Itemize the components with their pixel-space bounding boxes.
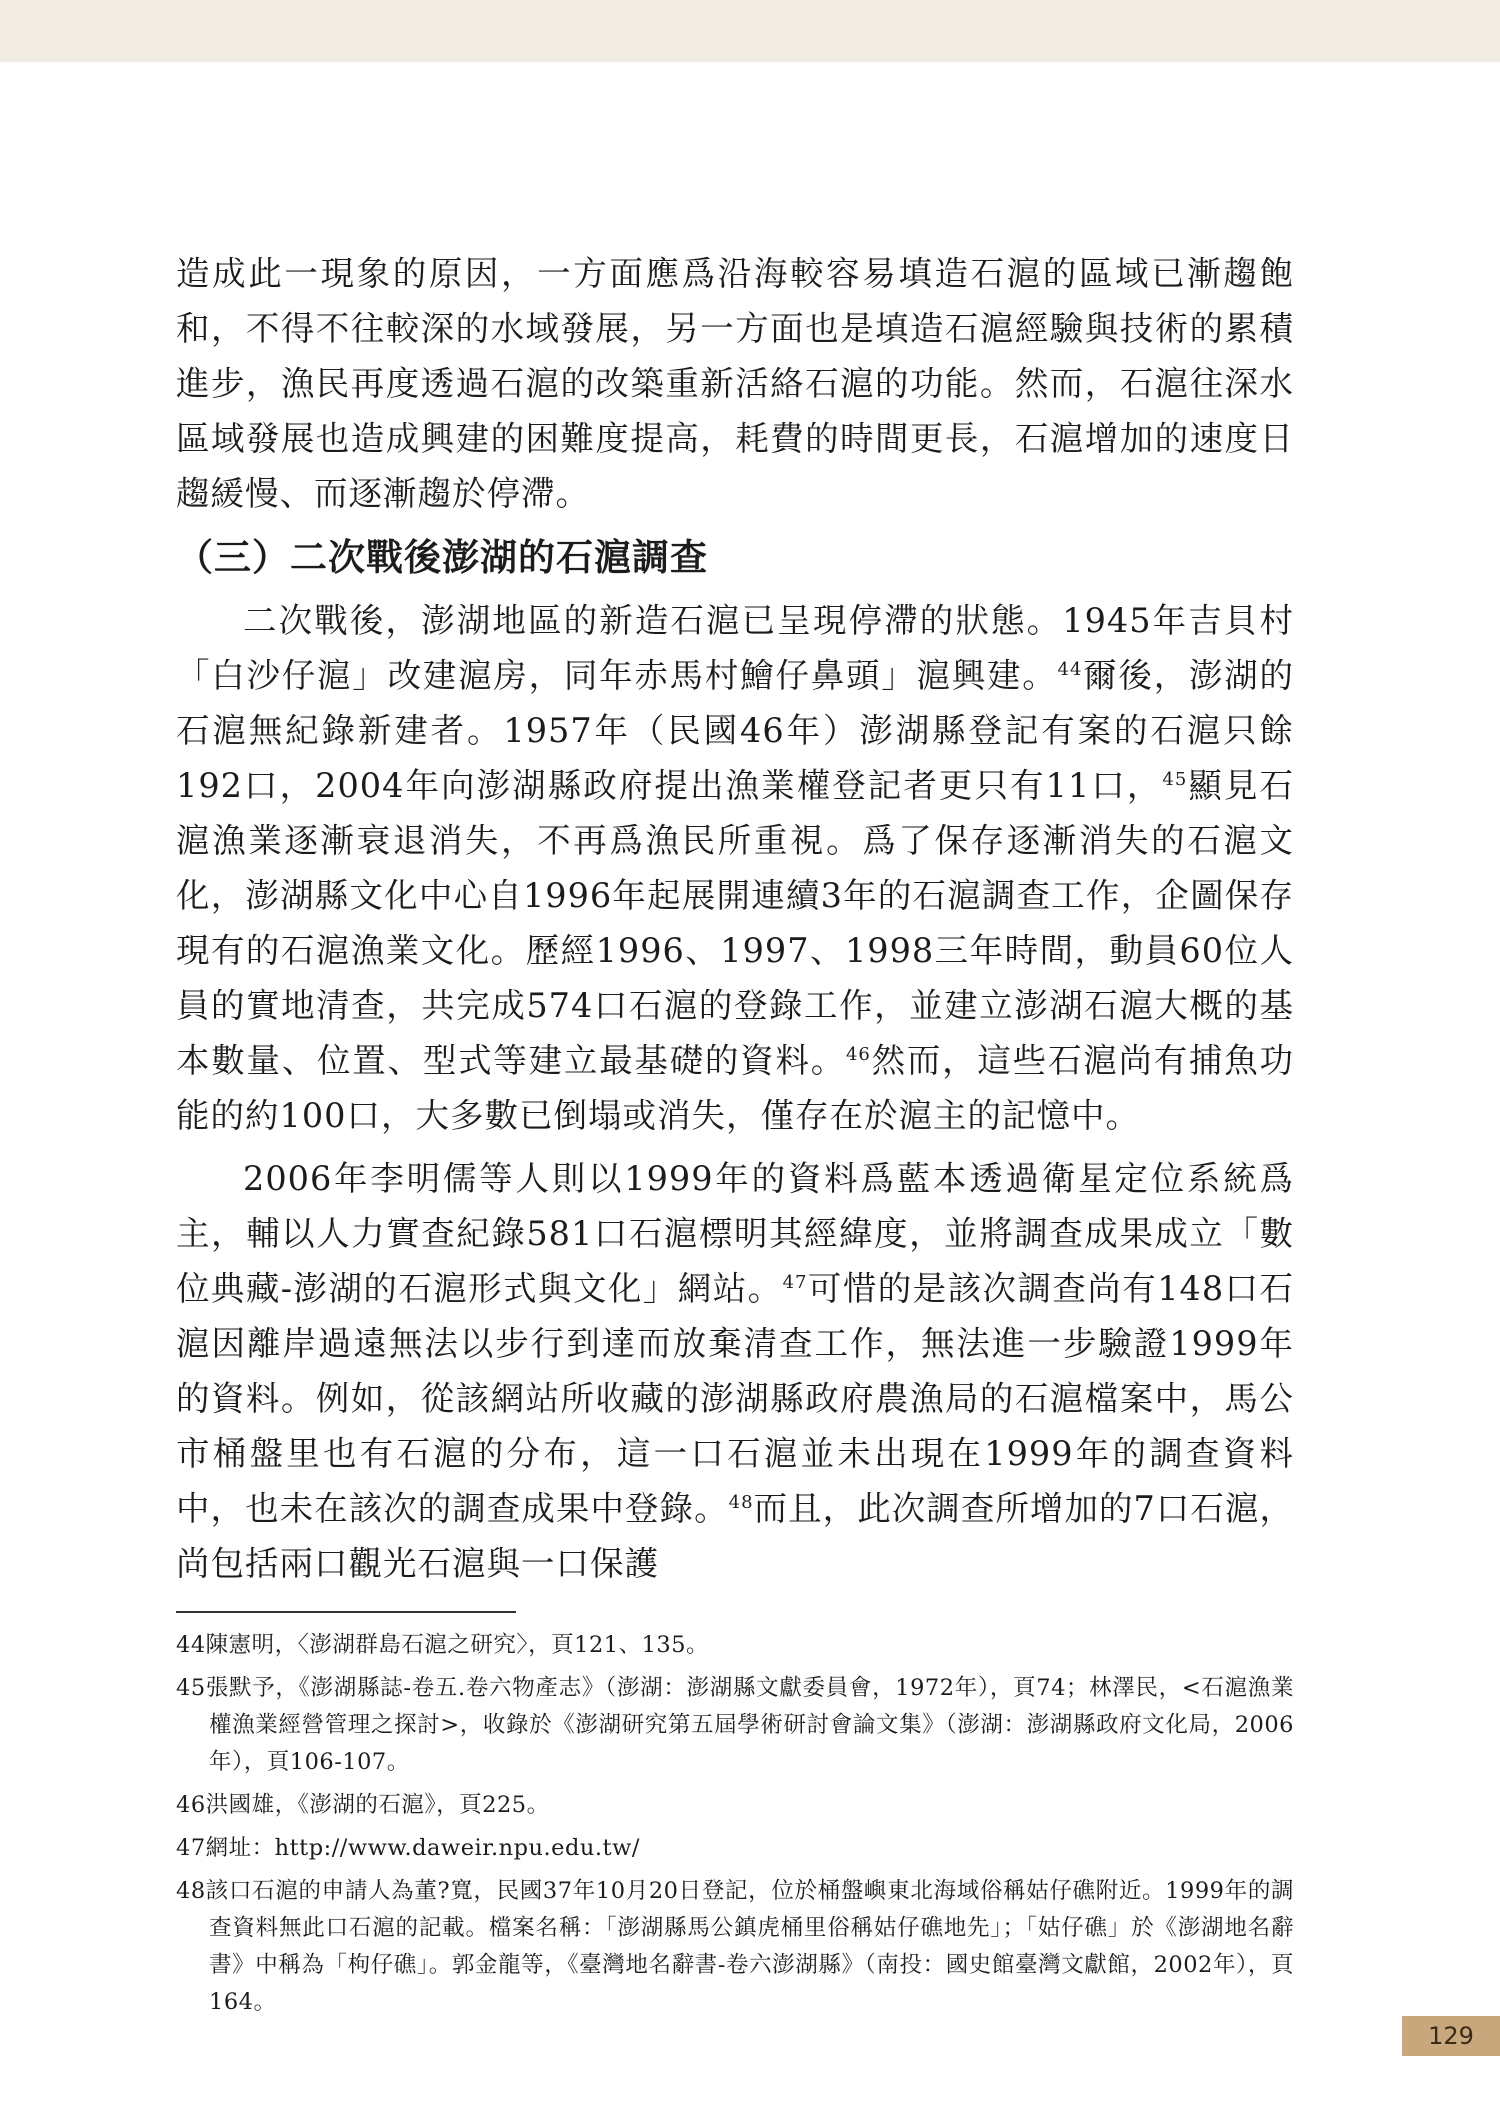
footnote-number: 44 [176,1632,206,1658]
paragraph-text: 而且，此次調查所增加的7口石滬，尚包括兩口觀光石滬與一口保護 [176,1489,1294,1583]
footnote-number: 48 [176,1878,206,1904]
body-paragraph-3 [176,1151,1294,1591]
paragraph-text: 二次戰後，澎湖地區的新造石滬已呈現停滯的狀態。1945年吉貝村「白沙仔滬」改建滬房，同年赤馬村鱠仔鼻頭」滬興建。 [176,601,1294,695]
footnote-number: 46 [176,1792,206,1818]
footnote-ref-44[interactable]: 44 [1057,658,1083,680]
page-top-band [0,0,1500,62]
footnote-number: 47 [176,1835,206,1861]
footnote-ref-45[interactable]: 45 [1162,768,1188,790]
footnote-text: 洪國雄，《澎湖的石滬》，頁225。 [205,1792,550,1818]
footnote-text[interactable]: 網址：http://www.daweir.npu.edu.tw/ [205,1835,640,1861]
footnote-47 [176,1830,1294,1867]
footnotes [176,1627,1294,2021]
footnote-45 [176,1670,1294,1781]
paragraph-text: 可惜的是該次調查尚有148口石滬因離岸過遠無法以步行到達而放棄清查工作，無法進一步驗證1999年的資料。例如，從該網站所收藏的澎湖縣政府農漁局的石滬檔案中，馬公市桶盤里也有石滬的分布，這一口石滬並未出現在1999年的調查資料中，也未在該次的調查成果中登錄。 [176,1269,1294,1528]
paragraph-text: 爾後，澎湖的石滬無紀錄新建者。1957年（民國46年）澎湖縣登記有案的石滬只餘192口，2004年向澎湖縣政府提出漁業權登記者更只有11口， [176,656,1295,805]
footnote-ref-48[interactable]: 48 [728,1491,754,1513]
footnote-divider [176,1611,516,1613]
paragraph-text: 然而，這些石滬尚有捕魚功能的約100口，大多數已倒塌或消失，僅存在於滬主的記憶中。 [176,1041,1295,1135]
footnote-text: 張默予，《澎湖縣誌-卷五.卷六物產志》（澎湖：澎湖縣文獻委員會，1972年），頁74；林澤民，<石滬漁業權漁業經營管理之探討>，收錄於《澎湖研究第五屆學術研討會論文集》（澎湖：澎湖縣政府文化局，2006年），頁106-107。 [205,1675,1294,1775]
body-paragraph-2 [176,593,1294,1143]
section-heading: （三）二次戰後澎湖的石滬調查 [176,536,708,579]
paragraph-text: 顯見石滬漁業逐漸衰退消失，不再爲漁民所重視。爲了保存逐漸消失的石滬文化，澎湖縣文化中心自1996年起展開連續3年的石滬調查工作，企圖保存現有的石滬漁業文化。歷經1996、1997、1998三年時間，動員60位人員的實地清查，共完成574口石滬的登錄工作，並建立澎湖石滬大概的基本數量、位置、型式等建立最基礎的資料。 [176,766,1295,1080]
footnote-ref-46[interactable]: 46 [845,1043,871,1065]
page-number: 129 [1402,2016,1500,2056]
footnote-44 [176,1627,1294,1664]
footnote-number: 45 [176,1675,206,1701]
page-content [176,246,1294,2027]
footnote-ref-47[interactable]: 47 [782,1271,808,1293]
footnote-46 [176,1787,1294,1824]
paragraph-text: 2006年李明儒等人則以1999年的資料爲藍本透過衛星定位系統爲主，輔以人力實查紀錄581口石滬標明其經緯度，並將調查成果成立「數位典藏-澎湖的石滬形式與文化」網站。 [176,1159,1294,1308]
footnote-text: 陳憲明，〈澎湖群島石滬之研究〉，頁121、135。 [205,1632,710,1658]
footnote-text: 該口石滬的申請人為董?寬，民國37年10月20日登記，位於桶盤嶼東北海域俗稱姑仔礁附近。1999年的調查資料無此口石滬的記載。檔案名稱：「澎湖縣馬公鎮虎桶里俗稱姑仔礁地先」；「姑仔礁」於《澎湖地名辭書》中稱為「枸仔礁」。郭金龍等，《臺灣地名辭書-卷六澎湖縣》（南投：國史館臺灣文獻館，2002年），頁164。 [205,1878,1294,2015]
body-paragraph-1: 造成此一現象的原因，一方面應爲沿海較容易填造石滬的區域已漸趨飽和，不得不往較深的水域發展，另一方面也是填造石滬經驗與技術的累積進步，漁民再度透過石滬的改築重新活絡石滬的功能。然而，石滬往深水區域發展也造成興建的困難度提高，耗費的時間更長，石滬增加的速度日趨緩慢、而逐漸趨於停滯。 [176,254,1294,513]
footnote-48 [176,1873,1294,2021]
